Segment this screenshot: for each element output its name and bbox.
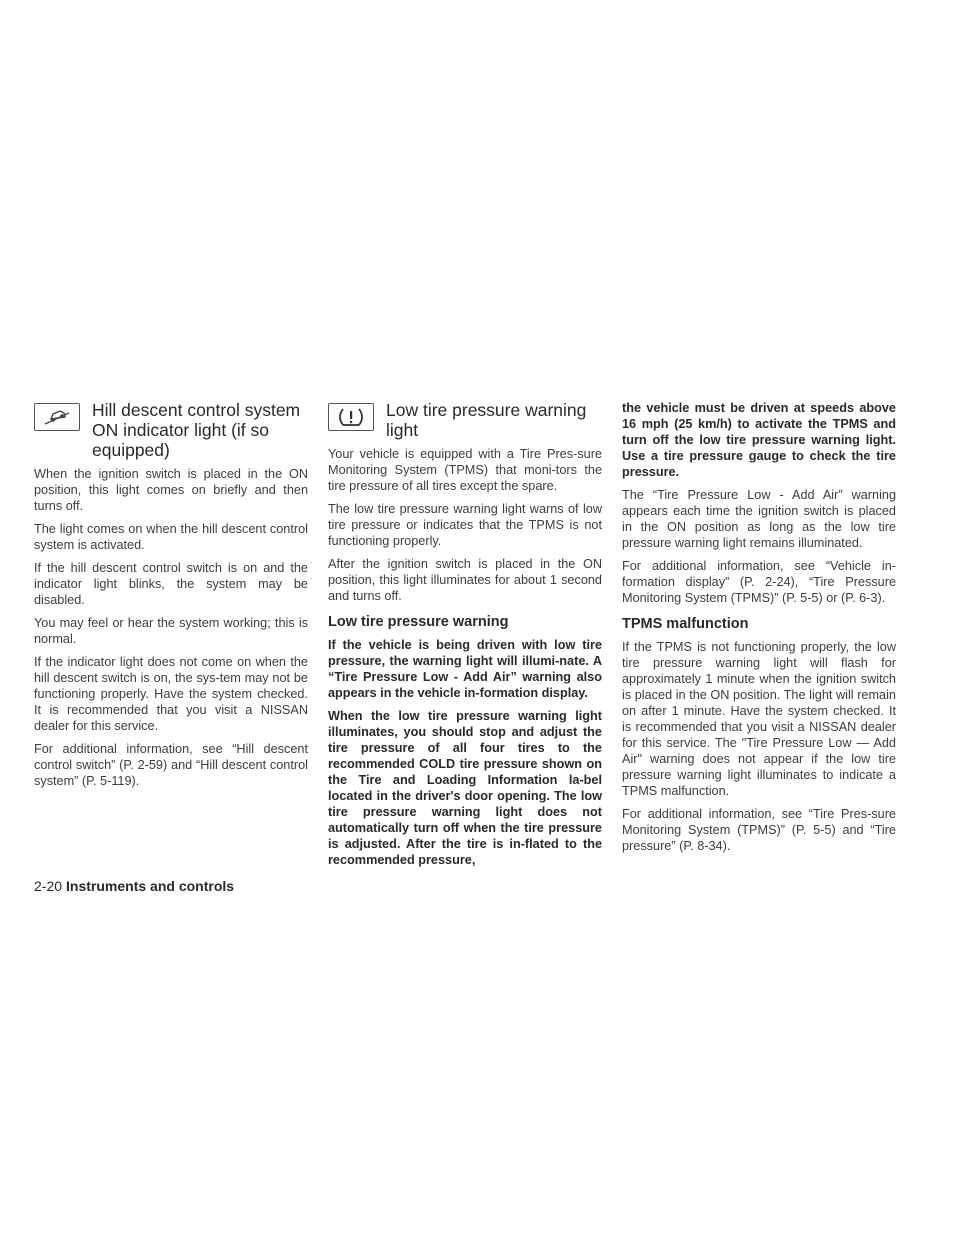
paragraph: When the ignition switch is placed in the ON position, this light comes on briefly and then turns off. (34, 467, 308, 513)
paragraph: You may feel or hear the system working; this is normal. (34, 616, 308, 646)
section-header-low-tire (328, 400, 602, 440)
page-footer (34, 878, 234, 894)
paragraph: The low tire pressure warning light warns of low tire pressure or indicates that the TPMS is not functioning properly. (328, 502, 602, 548)
tire-pressure-warning-icon (328, 403, 374, 431)
subheading-tpms-malfunction: TPMS malfunction (622, 616, 749, 632)
paragraph: The “Tire Pressure Low - Add Air” warning appears each time the ignition switch is placed in the ON position as long as the low tire pressure warning light remains illuminated. (622, 488, 896, 550)
paragraph: For additional information, see “Hill descent control switch” (P. 2-59) and “Hill descent control system” (P. 5-119). (34, 742, 308, 788)
paragraph: If the indicator light does not come on when the hill descent switch is on, the sys-tem may not be functioning properly. Have the system checked. It is recommended that you visit a NISSAN dealer for this service. (34, 655, 308, 733)
section-name: Instruments and controls (66, 878, 235, 894)
paragraph: If the TPMS is not functioning properly, the low tire pressure warning light will flash for approximately 1 minute when the ignition switch is placed in the ON position. The light will remain on after 1 minute. Have the system checked. It is recommended that you visit a NISSAN dealer for this service. The "Tire Pressure Low — Add Air" warning does not appear if the low tire pressure warning light illuminates to indicate a TPMS malfunction. (622, 640, 896, 798)
page-number: 2-20 (34, 878, 63, 894)
column-low-tire-pressure (328, 400, 602, 875)
column-continuation (622, 400, 896, 861)
paragraph: After the ignition switch is placed in the ON position, this light illuminates for about 1 second and turns off. (328, 557, 602, 603)
bold-paragraph: If the vehicle is being driven with low tire pressure, the warning light will illumi-nate. A “Tire Pressure Low - Add Air” warning also appears in the vehicle in-formation display. (328, 638, 602, 700)
paragraph: If the hill descent control switch is on and the indicator light blinks, the system may be disabled. (34, 561, 308, 607)
hill-descent-car-icon (34, 403, 80, 431)
subheading-low-tire-pressure-warning: Low tire pressure warning (328, 614, 509, 630)
paragraph: The light comes on when the hill descent control system is activated. (34, 522, 308, 552)
section-title: Hill descent control system ON indicator light (if so equipped) (92, 400, 301, 460)
paragraph: For additional information, see “Vehicle in-formation display” (P. 2-24), “Tire Pressure Monitoring System (TPMS)” (P. 5-5) or (P. 6-3). (622, 559, 896, 605)
paragraph: For additional information, see “Tire Pres-sure Monitoring System (TPMS)” (P. 5-5) and “Tire pressure” (P. 8-34). (622, 807, 896, 853)
column-hill-descent (34, 400, 308, 796)
bold-paragraph: When the low tire pressure warning light illuminates, you should stop and adjust the tire pressure of all four tires to the recommended COLD tire pressure shown on the Tire and Loading Information la-bel located in the driver's door opening. The low tire pressure warning light does not automatically turn off when the tire pressure is adjusted. After the tire is in-flated to the recommended pressure, (328, 709, 602, 867)
section-title: Low tire pressure warning light (386, 400, 587, 440)
section-header-hill-descent (34, 400, 308, 460)
paragraph: Your vehicle is equipped with a Tire Pres-sure Monitoring System (TPMS) that moni-tors the tire pressure of all tires except the spare. (328, 447, 602, 493)
bold-paragraph-continuation: the vehicle must be driven at speeds above 16 mph (25 km/h) to activate the TPMS and turn off the low tire pressure warning light. Use a tire pressure gauge to check the tire pressure. (622, 401, 896, 479)
